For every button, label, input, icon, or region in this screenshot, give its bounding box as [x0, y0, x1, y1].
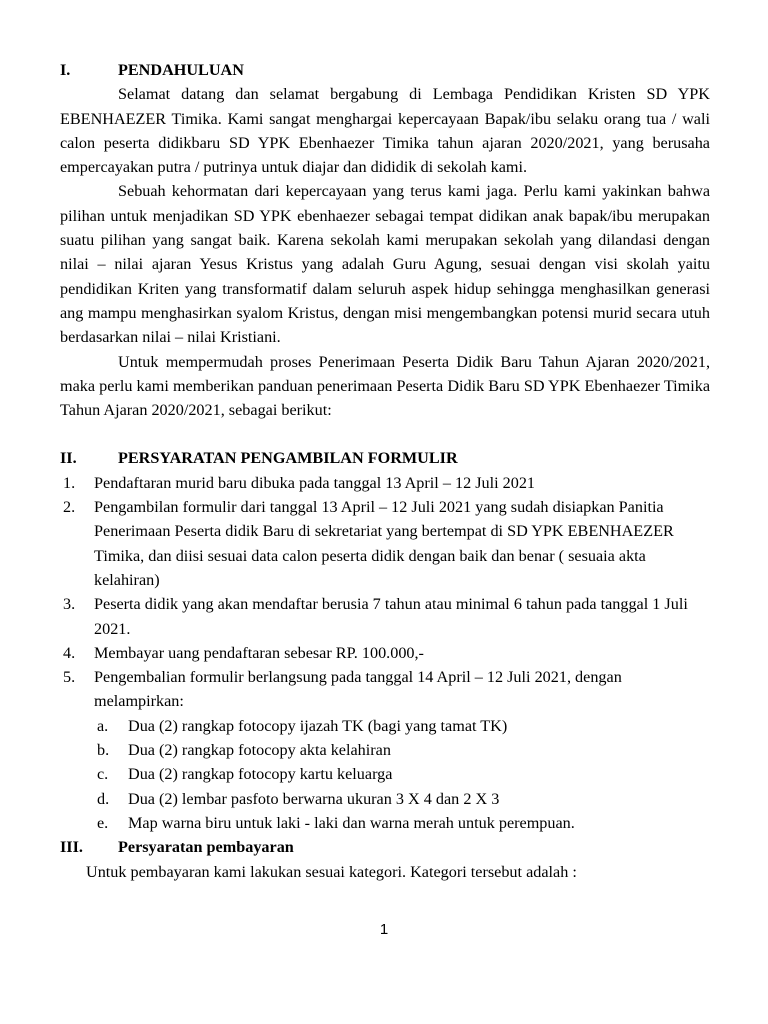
section-title: PENDAHULUAN	[118, 61, 244, 79]
attachment-text: Dua (2) rangkap fotocopy ijazah TK (bagi yang tamat TK)	[128, 716, 508, 735]
list-item-number: 1.	[63, 473, 76, 492]
attachment-text: Map warna biru untuk laki - laki dan warna merah untuk perempuan.	[128, 813, 575, 832]
intro-paragraph: Untuk mempermudah proses Penerimaan Peserta Didik Baru Tahun Ajaran 2020/2021, maka perlu kami memberikan panduan penerimaan Peserta Didik Baru SD YPK Ebenhaezer Timika Tahun Ajaran 2020/2021, sebagai berikut:	[60, 352, 710, 420]
list-item-number: 2.	[63, 498, 76, 517]
list-item-text: Pendaftaran murid baru dibuka pada tanggal 13 April – 12 Juli 2021	[94, 473, 536, 492]
list-item	[60, 665, 710, 714]
list-item	[60, 641, 710, 665]
attachment-item	[94, 762, 710, 786]
attachment-letter: d.	[97, 789, 110, 808]
attachment-item	[94, 738, 710, 762]
attachment-letter: a.	[97, 716, 109, 735]
list-item	[60, 471, 710, 495]
intro-paragraph: Selamat datang dan selamat bergabung di Lembaga Pendidikan Kristen SD YPK EBENHAEZER Timika. Kami sangat menghargai kepercayaan Bapak/ibu selaku orang tua / wali calon peserta didikbaru SD YPK Ebenhaezer Timika tahun ajaran 2020/2021, yang berusaha empercayakan putra / putrinya untuk diajar dan dididik di sekolah kami.	[60, 85, 710, 177]
section-number: I.	[60, 61, 71, 79]
intro-paragraph: Sebuah kehormatan dari kepercayaan yang terus kami jaga. Perlu kami yakinkan bahwa pilihan untuk menjadikan SD YPK ebenhaezer sebagai tempat didikan anak bapak/ibu merupakan suatu pilihan yang sangat baik. Karena sekolah kami merupakan sekolah yang dilandasi dengan nilai – nilai ajaran Yesus Kristus yang adalah Guru Agung, sesuai dengan visi skolah yaitu pendidikan Kriten yang transformatif dalam seluruh aspek hidup sehingga menghasilkan generasi ang mampu menghasirkan syalom Kristus, dengan misi mengembangkan potensi murid secara utuh berdasarkan nilai – nilai Kristiani.	[60, 182, 710, 347]
section-title: PERSYARATAN PENGAMBILAN FORMULIR	[118, 449, 458, 468]
attachment-item	[94, 714, 710, 738]
list-item-text: Membayar uang pendaftaran sebesar RP. 100.000,-	[94, 643, 424, 662]
section-heading-requirements	[60, 446, 710, 470]
section-heading-intro	[60, 58, 710, 82]
section-number: III.	[60, 838, 83, 857]
list-item-number: 3.	[63, 595, 76, 614]
section-heading-payment	[60, 835, 710, 859]
section-spacer	[60, 422, 710, 446]
list-item-text: Peserta didik yang akan mendaftar berusia 7 tahun atau minimal 6 tahun pada tanggal 1 Juli 2021.	[94, 595, 688, 638]
attachment-item	[94, 787, 710, 811]
payment-text: Untuk pembayaran kami lakukan sesuai kategori. Kategori tersebut adalah :	[86, 862, 577, 881]
list-item	[60, 592, 710, 641]
list-item-text: Pengambilan formulir dari tanggal 13 April – 12 Juli 2021 yang sudah disiapkan Panitia Penerimaan Peserta didik Baru di sekretariat yang bertempat di SD YPK EBENHAEZER Timika, dan diisi sesuai data calon peserta didik dengan baik dan benar ( sesuaia akta kelahiran)	[94, 498, 674, 589]
attachment-text: Dua (2) rangkap fotocopy akta kelahiran	[128, 741, 391, 760]
attachment-text: Dua (2) lembar pasfoto berwarna ukuran 3 X 4 dan 2 X 3	[128, 789, 500, 808]
list-item-number: 5.	[63, 668, 76, 687]
section-number: II.	[60, 449, 77, 468]
attachments-list	[60, 714, 710, 835]
section-title: Persyaratan pembayaran	[118, 838, 294, 857]
attachment-letter: b.	[97, 741, 110, 760]
attachment-letter: c.	[97, 765, 109, 784]
requirements-list	[60, 471, 710, 714]
list-item-number: 4.	[63, 643, 76, 662]
document-body	[60, 58, 710, 884]
list-item-text: Pengembalian formulir berlangsung pada tanggal 14 April – 12 Juli 2021, dengan melampirkan:	[94, 668, 622, 711]
attachment-item	[94, 811, 710, 835]
page-number: 1	[379, 921, 389, 938]
attachment-letter: e.	[97, 813, 109, 832]
list-item	[60, 495, 710, 592]
attachment-text: Dua (2) rangkap fotocopy kartu keluarga	[128, 765, 393, 784]
